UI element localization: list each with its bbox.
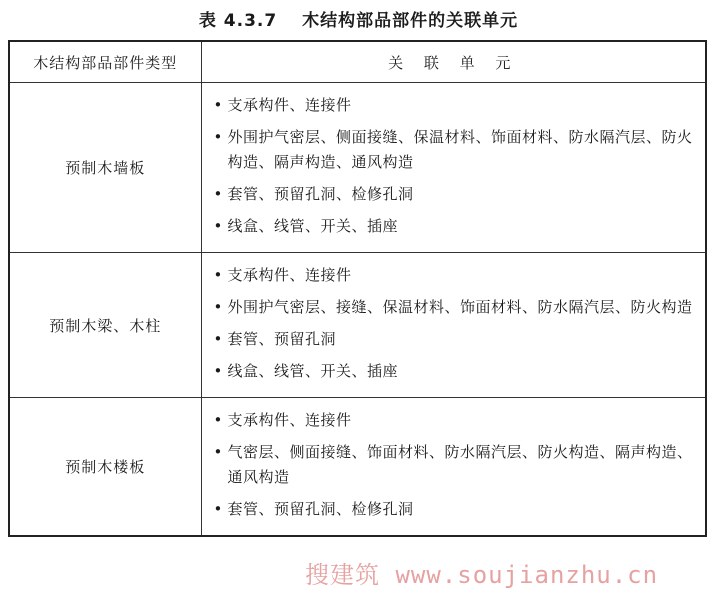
bullet-icon: • [213, 500, 223, 518]
unit-list [212, 93, 700, 239]
bullet-icon: • [213, 362, 223, 380]
bullet-icon: • [213, 128, 223, 146]
header-type: 木结构部品部件类型 [9, 41, 201, 83]
units-cell-wall [201, 83, 706, 253]
component-type-beam-column: 预制木梁、木柱 [9, 253, 201, 398]
list-item: • 外围护气密层、接缝、保温材料、饰面材料、防水隔汽层、防火构造 [212, 295, 700, 320]
list-item: • 线盒、线管、开关、插座 [212, 214, 700, 239]
bullet-icon: • [213, 298, 223, 316]
list-item: • 支承构件、连接件 [212, 93, 700, 118]
list-item: • 套管、预留孔洞、检修孔洞 [212, 497, 700, 522]
bullet-icon: • [213, 185, 223, 203]
bullet-icon: • [213, 217, 223, 235]
table-row [9, 398, 706, 537]
unit-list [212, 408, 700, 522]
table-number: 表 4.3.7 [198, 11, 278, 31]
bullet-icon: • [213, 266, 223, 284]
header-units: 关 联 单 元 [201, 41, 706, 83]
component-type-wall: 预制木墙板 [9, 83, 201, 253]
component-type-floor: 预制木楼板 [9, 398, 201, 537]
list-item: • 套管、预留孔洞 [212, 327, 700, 352]
list-item: • 套管、预留孔洞、检修孔洞 [212, 182, 700, 207]
list-item: • 支承构件、连接件 [212, 408, 700, 433]
list-item: • 线盒、线管、开关、插座 [212, 359, 700, 384]
table-caption [0, 6, 717, 31]
bullet-icon: • [213, 96, 223, 114]
list-item: • 气密层、侧面接缝、饰面材料、防水隔汽层、防火构造、隔声构造、通风构造 [212, 440, 700, 490]
bullet-icon: • [213, 443, 223, 461]
relation-table [8, 40, 707, 537]
bullet-icon: • [213, 330, 223, 348]
units-cell-beam-column [201, 253, 706, 398]
table-row [9, 253, 706, 398]
table-row [9, 83, 706, 253]
header-row [9, 41, 706, 83]
unit-list [212, 263, 700, 384]
units-cell-floor [201, 398, 706, 537]
list-item: • 支承构件、连接件 [212, 263, 700, 288]
table-title: 木结构部品部件的关联单元 [302, 11, 519, 31]
watermark: 搜建筑 www.soujianzhu.cn [305, 561, 659, 589]
bullet-icon: • [213, 411, 223, 429]
list-item: • 外围护气密层、侧面接缝、保温材料、饰面材料、防水隔汽层、防火构造、隔声构造、通风构造 [212, 125, 700, 175]
